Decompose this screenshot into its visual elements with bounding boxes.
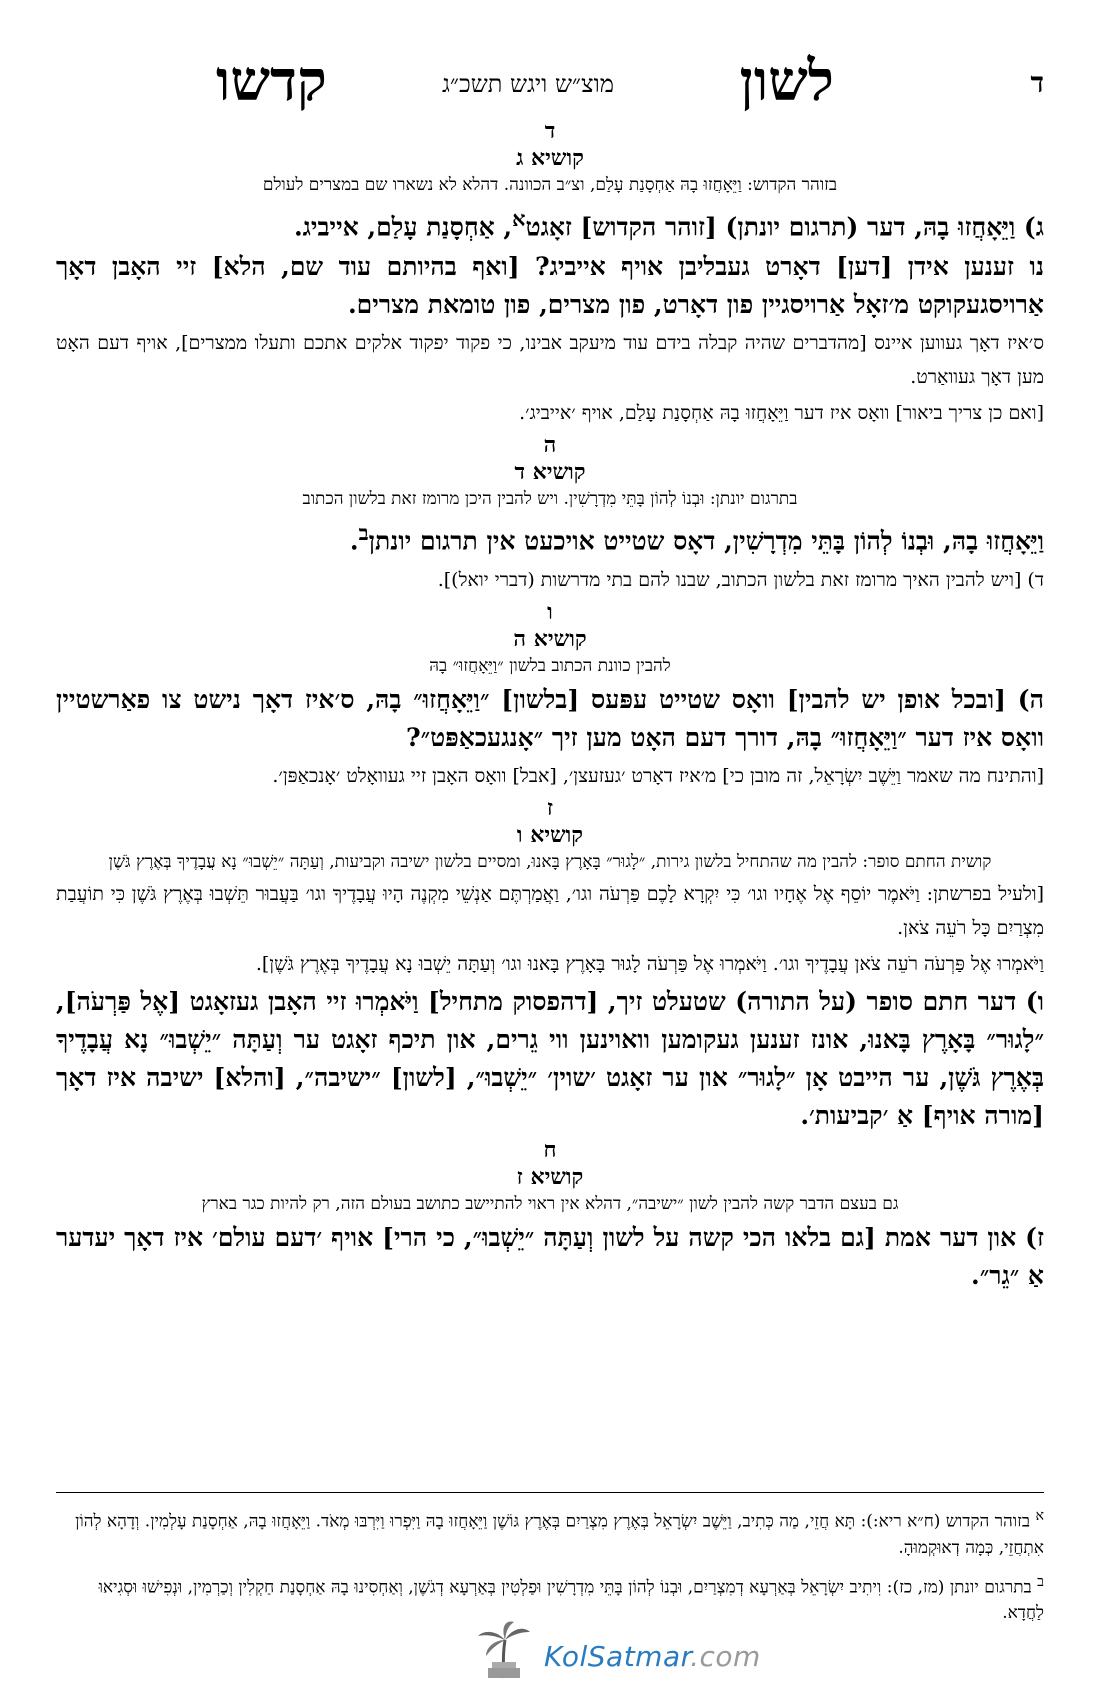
footnotes (56, 1492, 1044, 1634)
paragraph: ז) און דער אמת [גם בלאו הכי קשה על לשון וְעַתָּה ״יֵשְׁבוּ״, כי הרי] אויף ׳דעם עולם׳ איז דאָך יעדער אַ ״גֵר״. (56, 1222, 1044, 1290)
palm-tree-icon (474, 1618, 534, 1680)
section-summary: להבין כוונת הכתוב בלשון ״וַיֵּאָחֲזוּ״ בָהּ (429, 655, 671, 676)
footnote-marker: ב (1037, 1573, 1044, 1590)
section (56, 599, 1044, 793)
page-header (56, 48, 1044, 118)
paragraph: ו) דער חתם סופר (על התורה) שטעלט זיך, [דהפסוק מתחיל] וַיֹּאמְרוּ זיי האָבן געזאָגט [אֶל פַּרְעֹה], ״לָגוּר״ בָּאָרֶץ בָּאנוּ, אונז זענען געקומען וואוינען ווי גֵרים, און תיכף זאָגט ער וְעַתָּה ״יֵשְׁבוּ״ נָא עֲבָדֶיךָ בְּאֶרֶץ גֹּשֶׁן, ער הייבט אָן ״לָגוּר״ און ער זאָגט ׳שוין׳ ״יֵשְׁבוּ״, [לשון] ״ישיבה״, [והלא] ישיבה איז דאָך [מורה אויף] אַ ׳קביעות׳. (56, 986, 1044, 1130)
footnote: $^א$ בזוהר הקדוש (ח״א ריא:): תָּא חֲזֵי, מַה כְּתִיב, וַיֵּשֶׁב יִשְׂרָאֵל בְּאֶרֶץ מִצְרַיִם בְּאֶרֶץ גּוֹשֶׁן וַיֵּאָחֲזוּ בָהּ וַיִּפְרוּ וַיִּרְבּוּ מְאֹד. וַיֵּאָחֲזוּ בָהּ, אַחְסָנַת עָלְמִין. וְדָהָא לְהוֹן אִתְחֲזֵי, כְּמָה דְאוּקְמוּהָ. (75, 1508, 1044, 1558)
section-letter: ה (543, 432, 557, 459)
section (56, 795, 1044, 1135)
main-content (56, 118, 1044, 1297)
footnote-marker: ב (358, 520, 369, 546)
document-page (56, 0, 1044, 1700)
paragraph: ד) [ויש להבין האיך מרומז זאת בלשון הכתוב, שבנו להם בתי מדרשות (דברי יואל)]. (437, 568, 1044, 591)
paragraph: וַיֵּאָחֲזוּ בָהּ, וּבְנוֹ לְהוֹן בָּתֵּי מִדְרָשִׁין, דאָס שטייט אויכעט אין תרגום יונתן$^ב$. (349, 520, 1044, 556)
footnote-marker: א (512, 206, 526, 231)
section-letter: ו (547, 598, 553, 625)
header-date: מוצ״ש ויגש תשכ״ג (441, 70, 614, 98)
paragraph: נו זענען אידן [דען] דאָרט געבליבן אויף אייביג? [ואף בהיותם עוד שם, הלא] זיי האָבן דאָך אַרויסגעקוקט מ׳זאָל אַרויסגיין פון דאָרט, פון מצרים, פון טומאת מצרים. (56, 252, 1044, 320)
kushya-heading: קושיא ג (516, 145, 584, 171)
site-logo (56, 1614, 1044, 1684)
paragraph: [ואם כן צריך ביאור] וואָס איז דער וַיֵּאָחֲזוּ בָהּ אַחְסָנַת עָלַם, אויף ׳אייביג׳. (519, 402, 1044, 425)
section-letter: ז (546, 794, 554, 821)
section-summary: קושית החתם סופר: להבין מה שהתחיל בלשון גירות, ״לָגוּר״ בָּאָרֶץ בָּאנוּ, ומסיים בלשון ישיבה וקביעות, וְעַתָּה ״יֵשְׁבוּ״ נָא עֲבָדֶיךָ בְּאֶרֶץ גֹּשֶׁן (108, 851, 992, 872)
kushya-heading: קושיא ו (516, 821, 584, 848)
paragraph: [ולעיל בפרשתן: וַיֹּאמֶר יוֹסֵף אֶל אֶחָיו וגו׳ כִּי יִקְרָא לָכֶם פַּרְעֹה וגו׳, וַאֲמַרְתֶּם אַנְשֵׁי מִקְנֶה הָיוּ עֲבָדֶיךָ וגו׳ בַּעֲבוּר תֵּשְׁבוּ בְּאֶרֶץ גֹּשֶׁן כִּי תוֹעֲבַת מִצְרַיִם כָּל רֹעֵה צֹאן. (56, 882, 1044, 939)
section (56, 118, 1044, 430)
section (56, 1137, 1044, 1295)
section-summary: גם בעצם הדבר קשה להבין לשון ״ישיבה״, דהלא אין ראוי להתיישב כתושב בעולם הזה, רק להיות כגר בארץ (201, 1193, 899, 1214)
footnote-marker: א (1035, 1508, 1044, 1524)
kushya-heading: קושיא ה (513, 625, 587, 652)
page-number: ד (1030, 66, 1044, 99)
paragraph: ס׳איז דאָך געווען איינס [מהדברים שהיה קבלה בידם עוד מיעקב אבינו, כי פקוד יפקוד אלקים אתכם ותעלו ממצרים], אויף דעם האָט מען דאָך געוואַרט. (56, 332, 1044, 389)
kushya-heading: קושיא ד (514, 459, 586, 486)
header-title-word: קדשו (216, 48, 327, 114)
section (56, 432, 1044, 596)
paragraph: ג) וַיֵּאָחֲזוּ בָהּ, דער (תרגום יונתן) [זוהר הקדוש] זאָגט$^א$, אַחְסָנַת עָלַם, אייביג. (293, 206, 1044, 242)
paragraph: וַיֹּאמְרוּ אֶל פַּרְעֹה רֹעֵה צֹאן עֲבָדֶיךָ וגו׳. וַיֹּאמְרוּ אֶל פַּרְעֹה לָגוּר בָּאָרֶץ בָּאנוּ וגו׳ וְעַתָּה יֵשְׁבוּ נָא עֲבָדֶיךָ בְּאֶרֶץ גֹּשֶׁן]. (255, 952, 1044, 975)
section-letter: ד (544, 118, 556, 144)
footnote: $^ב$ בתרגום יונתן (מז, כז): וִיתִיב יִשְׂרָאֵל בְּאַרְעָא דְמִצְרַיִם, וּבְנוֹ לְהוֹן בָּתֵּי מִדְרָשִׁין וּפַלְטִין בְּאַרְעָא דְגֹשֶׁן, וְאַחְסִינוּ בָהּ אַחְסָנַת חַקְלִין וְכַרְמִין, וּנְפִישׁוּ וּסְגִיאוּ לַחֲדָא. (98, 1573, 1044, 1624)
section-summary: בתרגום יונתן: וּבְנוֹ לְהוֹן בָּתֵּי מִדְרָשִׁין. ויש להבין היכן מרומז זאת בלשון הכתוב (302, 489, 798, 510)
section-summary: בזוהר הקדוש: וַיֵּאָחֲזוּ בָהּ אַחְסָנַת עָלַם, וצ״ב הכוונה. דהלא לא נשארו שם במצרים לעולם (262, 175, 838, 195)
logo-text: KolSatmar.com (544, 1640, 761, 1673)
kushya-heading: קושיא ז (516, 1163, 584, 1190)
paragraph: ה) [ובכל אופן יש להבין] וואָס שטייט עפּעס [בלשון] ״וַיֵּאָחֲזוּ״ בָהּ, ס׳איז דאָך נישט צו פאַרשטיין וואָס איז דער ״וַיֵּאָחֲזוּ״ בָהּ, דורך דעם האָט מען זיך ״אָנגעכאַפּט״? (56, 684, 1044, 752)
paragraph: [והתינח מה שאמר וַיֵּשֶׁב יִשְׂרָאֵל, זה מובן כי] מ׳איז דאָרט ׳געזעצן׳, [אבל] וואָס האָבן זיי געוואָלט ׳אָנכאַפּן׳. (272, 764, 1044, 787)
section-letter: ח (543, 1136, 557, 1163)
header-title-word: לשון (739, 48, 834, 114)
